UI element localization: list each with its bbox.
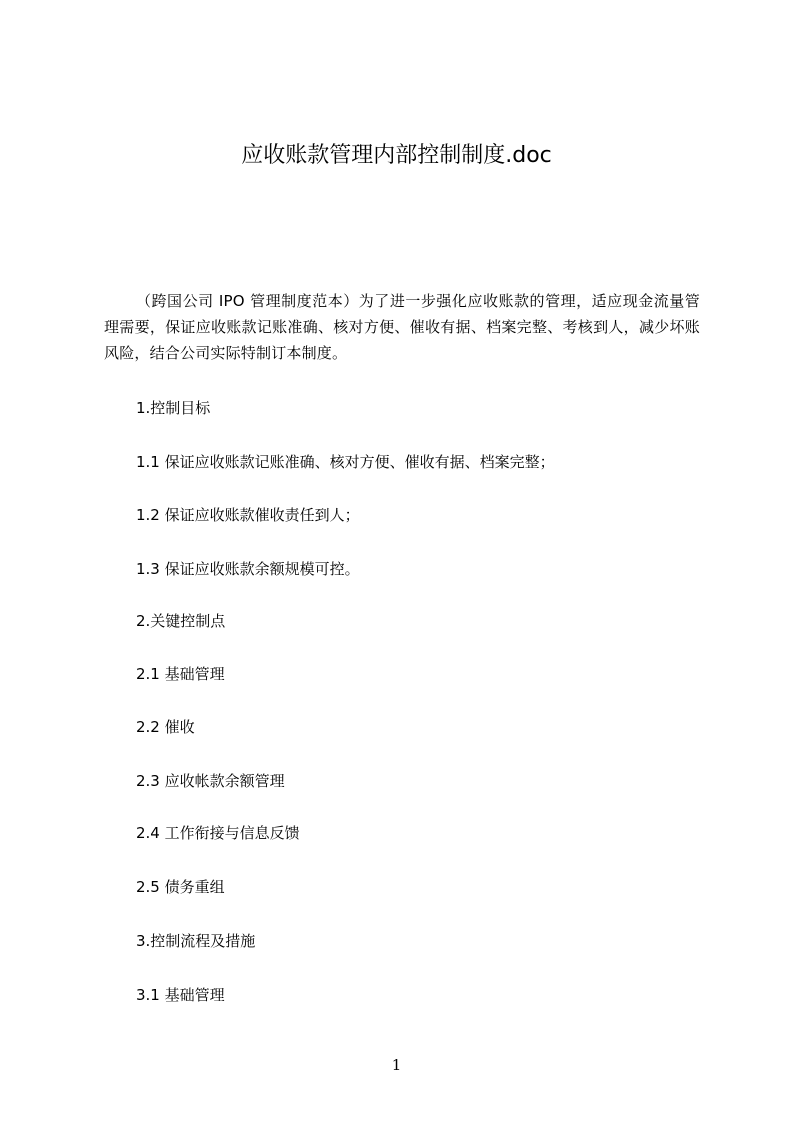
section-heading-key-control-points: 2.关键控制点 bbox=[136, 612, 226, 630]
list-item: 3.1 基础管理 bbox=[136, 986, 225, 1004]
intro-paragraph: （跨国公司 IPO 管理制度范本）为了进一步强化应收账款的管理，适应现金流量管理需要，保证应收账款记账准确、核对方便、催收有据、档案完整、考核到人，减少坏账风险，结合公司实际特制订本制度。 bbox=[104, 292, 700, 362]
list-item: 1.2 保证应收账款催收责任到人； bbox=[136, 506, 360, 524]
list-item: 1.3 保证应收账款余额规模可控。 bbox=[136, 560, 360, 578]
list-item: 2.5 债务重组 bbox=[136, 878, 225, 896]
list-item: 2.2 催收 bbox=[136, 718, 195, 736]
document-title: 应收账款管理内部控制制度.doc bbox=[241, 143, 552, 168]
section-heading-control-procedures: 3.控制流程及措施 bbox=[136, 932, 256, 950]
section-heading-control-objectives: 1.控制目标 bbox=[136, 399, 211, 417]
list-item: 2.3 应收帐款余额管理 bbox=[136, 772, 285, 790]
list-item: 1.1 保证应收账款记账准确、核对方便、催收有据、档案完整； bbox=[136, 453, 555, 471]
page-number: 1 bbox=[391, 1056, 402, 1074]
list-item: 2.4 工作衔接与信息反馈 bbox=[136, 824, 300, 842]
list-item: 2.1 基础管理 bbox=[136, 665, 225, 683]
